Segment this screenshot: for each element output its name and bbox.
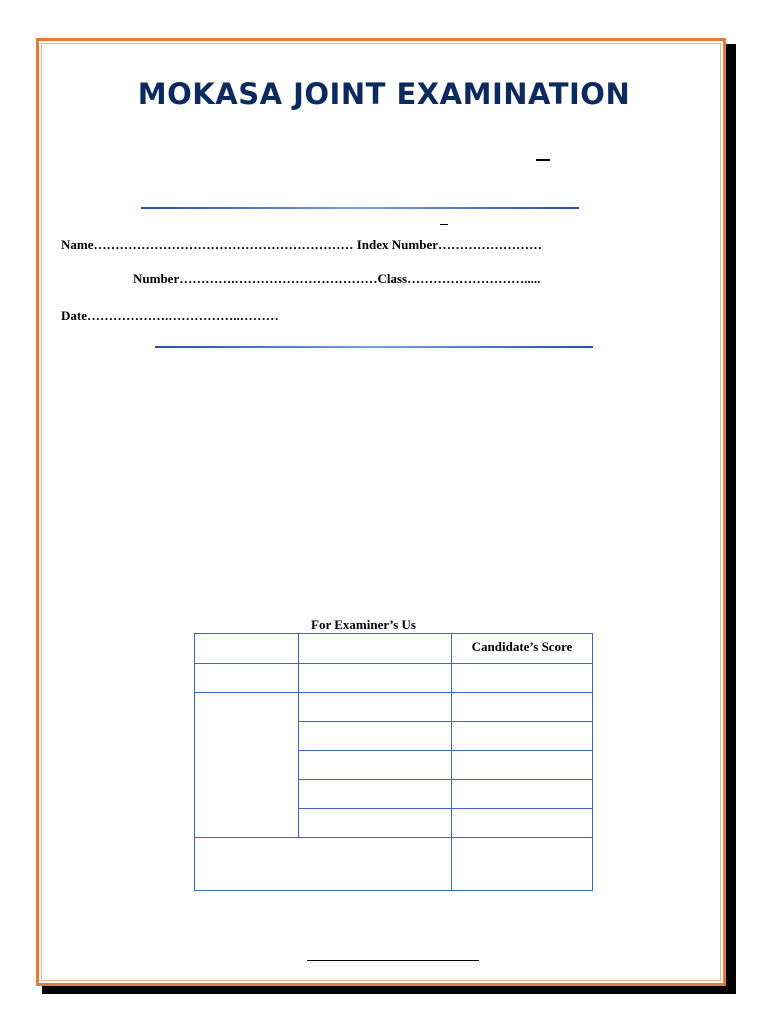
examiner-score-table — [194, 633, 593, 891]
date-field: Date……………….……………..……… — [61, 308, 279, 323]
table-cell — [299, 751, 452, 780]
table-cell — [195, 664, 299, 693]
score-cell — [452, 780, 593, 809]
total-label-cell — [195, 838, 452, 891]
score-cell — [452, 809, 593, 838]
table-cell-merged — [195, 693, 299, 838]
examiner-table-caption: For Examiner’s Us — [311, 617, 416, 632]
dash-mark — [536, 159, 550, 161]
fields-divider — [155, 346, 593, 348]
table-cell — [299, 664, 452, 693]
exam-title: MOKASA JOINT EXAMINATION — [137, 77, 631, 111]
name-index-field: Name…………………………………………………… Index Number…………………… — [61, 237, 542, 252]
table-cell — [299, 634, 452, 664]
score-cell — [452, 693, 593, 722]
total-score-cell — [452, 838, 593, 891]
candidate-score-header: Candidate’s Score — [452, 634, 593, 664]
table-cell — [299, 809, 452, 838]
score-cell — [452, 722, 593, 751]
number-class-field: Number………….……………………………Class………………………..... — [133, 271, 541, 286]
header-divider — [141, 207, 579, 209]
bottom-line — [307, 960, 479, 961]
table-cell — [299, 722, 452, 751]
table-cell — [299, 780, 452, 809]
score-cell — [452, 751, 593, 780]
cover-page — [36, 38, 726, 986]
table-cell — [195, 634, 299, 664]
table-cell — [299, 693, 452, 722]
score-cell — [452, 664, 593, 693]
dash-mark-small — [440, 224, 448, 225]
